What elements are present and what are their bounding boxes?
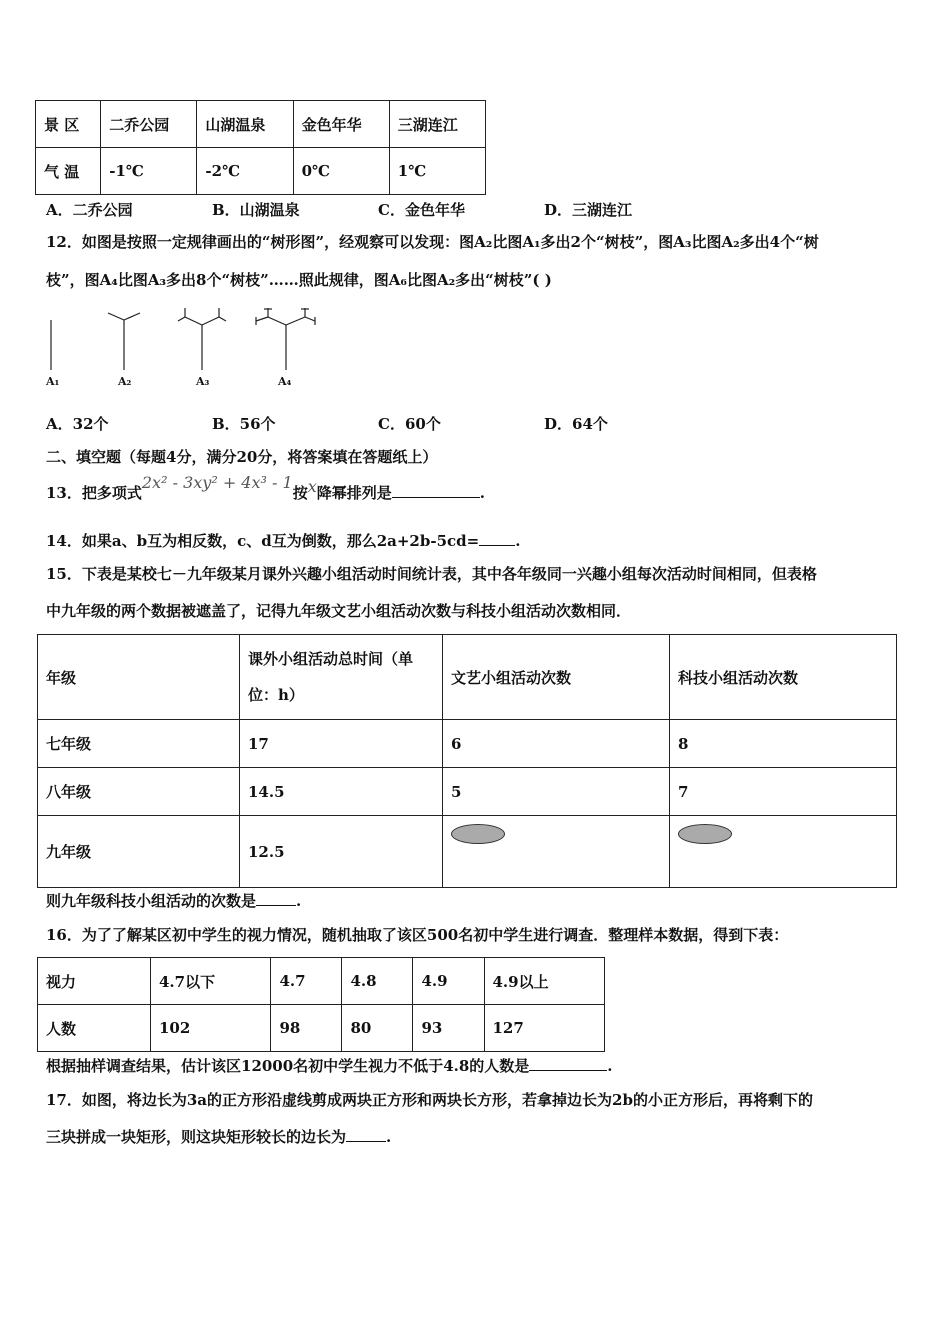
answer-blank (256, 891, 296, 906)
header-cell: 年级 (38, 635, 240, 720)
cell: 景 区 (36, 101, 101, 148)
tree-figure (40, 305, 340, 375)
cell: 七年级 (38, 720, 240, 768)
cell: 102 (151, 1005, 271, 1052)
cell: 127 (484, 1005, 605, 1052)
cell: 八年级 (38, 768, 240, 816)
q12-option-c: C．60个 (378, 415, 441, 433)
cell: 金色年华 (293, 101, 389, 148)
cell (670, 816, 897, 888)
q13-prefix: 13．把多项式 (46, 484, 142, 502)
q11-option-b: B．山湖温泉 (212, 201, 300, 219)
q16-after-text: 根据抽样调查结果，估计该区12000名初中学生视力不低于4.8的人数是 (46, 1057, 530, 1075)
cell: 17 (240, 720, 443, 768)
cell: 4.9以上 (484, 958, 605, 1005)
q12-line1: 12．如图是按照一定规律画出的“树形图”，经观察可以发现：图A₂比图A₁多出2个“树枝”，图A₃比图A₂多出4个“树 (46, 233, 819, 251)
header-cell: 文艺小组活动次数 (443, 635, 670, 720)
cell: 4.7以下 (151, 958, 271, 1005)
q13-expression: 2x² - 3xy² + 4x³ - 1 (141, 473, 293, 492)
answer-blank (346, 1127, 386, 1142)
q14 (46, 531, 520, 551)
q16-end: . (607, 1057, 613, 1075)
cell: 1℃ (389, 148, 485, 195)
q13-mid: 按 (292, 484, 308, 502)
q13 (46, 473, 485, 508)
q12-option-b: B．56个 (212, 415, 276, 433)
q11-option-a: A．二乔公园 (46, 201, 133, 219)
temperature-table (35, 100, 486, 195)
q17-line1: 17．如图，将边长为3a的正方形沿虚线剪成两块正方形和两块长方形，若拿掉边长为2b的小正方形后，再将剩下的 (46, 1091, 813, 1109)
cell: 4.8 (342, 958, 413, 1005)
q17-line2 (46, 1127, 391, 1147)
answer-blank (479, 531, 515, 546)
cell: 九年级 (38, 816, 240, 888)
q16-text: 16．为了了解某区初中学生的视力情况，随机抽取了该区500名初中学生进行调查．整理样本数据，得到下表： (46, 926, 789, 944)
q12-option-d: D．64个 (544, 415, 608, 433)
figure-label-a4: A₄ (278, 375, 292, 388)
cell: 98 (271, 1005, 342, 1052)
activity-table (37, 634, 897, 888)
q13-suffix: 降幂排列是 (316, 484, 392, 502)
figure-label-a1: A₁ (46, 375, 60, 388)
cell: 80 (342, 1005, 413, 1052)
q15-after-text: 则九年级科技小组活动的次数是 (46, 892, 257, 910)
q17-end: . (386, 1128, 392, 1146)
cell: 7 (670, 768, 897, 816)
cell: -1℃ (101, 148, 197, 195)
covered-oval (678, 824, 732, 844)
cell: 0℃ (293, 148, 389, 195)
q11-option-c: C．金色年华 (378, 201, 465, 219)
cell: 山湖温泉 (197, 101, 293, 148)
cell: 93 (413, 1005, 484, 1052)
q15-after (46, 891, 301, 911)
q14-end: . (515, 532, 521, 550)
q12-option-a: A．32个 (46, 415, 109, 433)
q17-line2-text: 三块拼成一块矩形，则这块矩形较长的边长为 (46, 1128, 347, 1146)
cell: 5 (443, 768, 670, 816)
q15-end: . (296, 892, 302, 910)
header-cell: 课外小组活动总时间（单位：h） (240, 635, 443, 720)
q13-end: . (479, 484, 485, 502)
cell: 6 (443, 720, 670, 768)
q12-line2: 枝”，图A₄比图A₃多出8个“树枝”……照此规律，图A₆比图A₂多出“树枝”( ) (46, 271, 552, 289)
cell: 14.5 (240, 768, 443, 816)
section-heading: 二、填空题（每题4分，满分20分，将答案填在答题纸上） (46, 448, 438, 466)
q13-variable: x (307, 477, 317, 496)
cell: 气 温 (36, 148, 101, 195)
q15-line1: 15．下表是某校七－九年级某月课外兴趣小组活动时间统计表，其中各年级同一兴趣小组每次活动时间相同，但表格 (46, 565, 817, 583)
answer-blank (392, 483, 480, 498)
q11-option-d: D．三湖连江 (544, 201, 633, 219)
q15-line2: 中九年级的两个数据被遮盖了，记得九年级文艺小组活动次数与科技小组活动次数相同． (46, 602, 632, 620)
cell: 二乔公园 (101, 101, 197, 148)
cell: 12.5 (240, 816, 443, 888)
cell: 三湖连江 (389, 101, 485, 148)
vision-table (37, 957, 605, 1052)
answer-blank (529, 1056, 607, 1071)
cell: 视力 (38, 958, 151, 1005)
cell (443, 816, 670, 888)
q16-after (46, 1056, 613, 1076)
cell: 8 (670, 720, 897, 768)
figure-label-a3: A₃ (196, 375, 210, 388)
cell: 4.9 (413, 958, 484, 1005)
cell: 人数 (38, 1005, 151, 1052)
q14-text: 14．如果a、b互为相反数，c、d互为倒数，那么2a+2b-5cd= (46, 532, 480, 550)
cell: 4.7 (271, 958, 342, 1005)
covered-oval (451, 824, 505, 844)
cell: -2℃ (197, 148, 293, 195)
header-cell: 科技小组活动次数 (670, 635, 897, 720)
figure-label-a2: A₂ (118, 375, 132, 388)
